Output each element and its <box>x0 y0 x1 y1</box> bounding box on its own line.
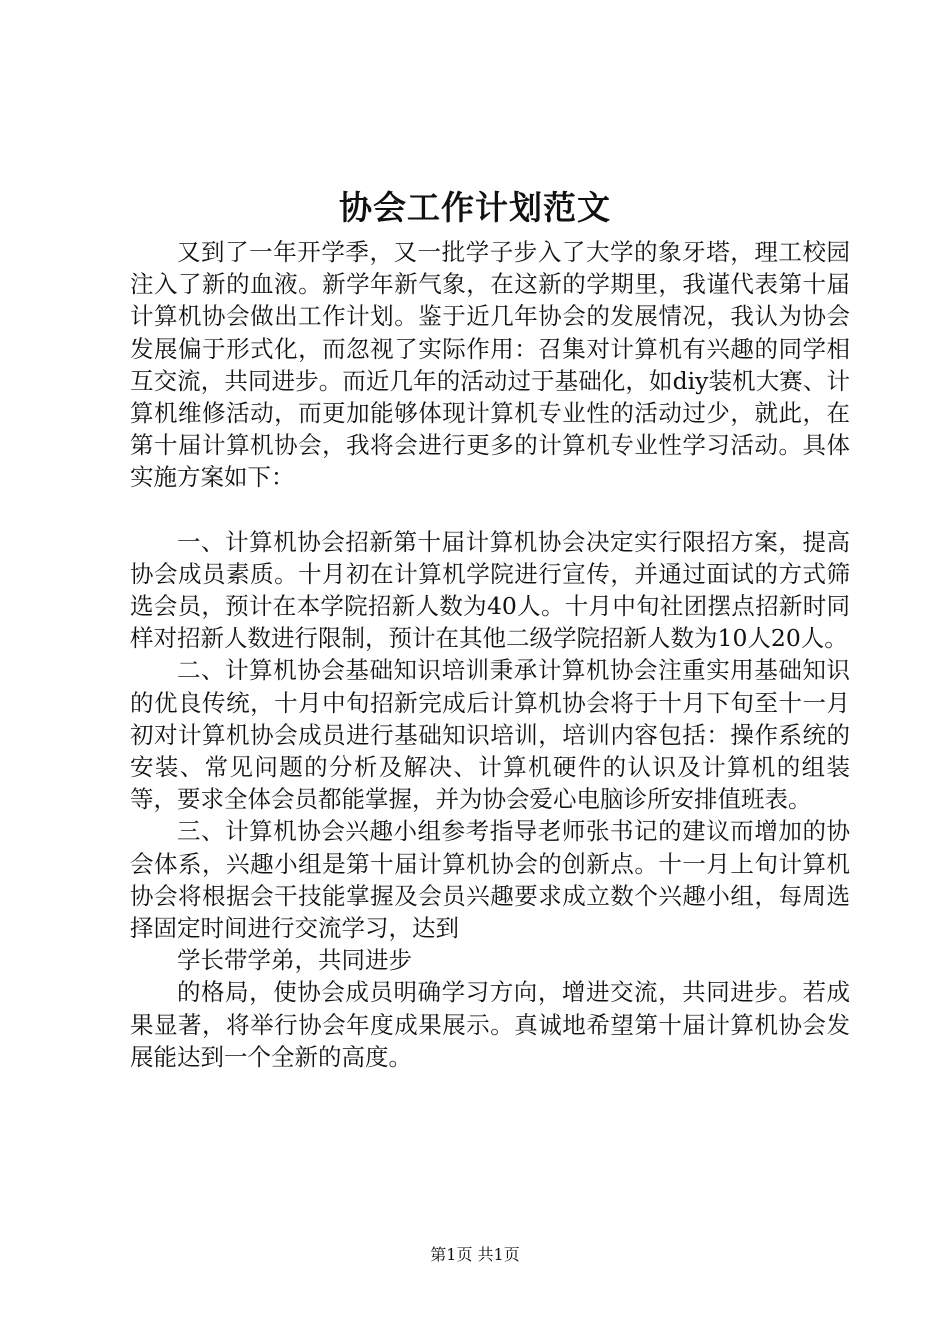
section-1-paragraph: 一、计算机协会招新第十届计算机协会决定实行限招方案，提高协会成员素质。十月初在计算机学院进行宣传，并通过面试的方式筛选会员，预计在本学院招新人数为40人。十月中旬社团摆点招新时同样对招新人数进行限制，预计在其他二级学院招新人数为10人20人。 <box>130 527 850 653</box>
section-3-paragraph: 三、计算机协会兴趣小组参考指导老师张书记的建议而增加的协会体系，兴趣小组是第十届计算机协会的创新点。十一月上旬计算机协会将根据会干技能掌握及会员兴趣要求成立数个兴趣小组，每周选择固定时间进行交流学习，达到 <box>130 817 850 943</box>
closing-paragraph: 的格局，使协会成员明确学习方向，增进交流，共同进步。若成果显著，将举行协会年度成果展示。真诚地希望第十届计算机协会发展能达到一个全新的高度。 <box>130 978 850 1071</box>
section-2-paragraph: 二、计算机协会基础知识培训秉承计算机协会注重实用基础知识的优良传统，十月中旬招新完成后计算机协会将于十月下旬至十一月初对计算机协会成员进行基础知识培训，培训内容包括：操作系统的安装、常见问题的分析及解决、计算机硬件的认识及计算机的组装等，要求全体会员都能掌握，并为协会爱心电脑诊所安排值班表。 <box>130 656 850 814</box>
intro-paragraph: 又到了一年开学季，又一批学子步入了大学的象牙塔，理工校园注入了新的血液。新学年新气象，在这新的学期里，我谨代表第十届计算机协会做出工作计划。鉴于近几年协会的发展情况，我认为协会发展偏于形式化，而忽视了实际作用：召集对计算机有兴趣的同学相互交流，共同进步。而近几年的活动过于基础化，如diy装机大赛、计算机维修活动，而更加能够体现计算机专业性的活动过少，就此，在第十届计算机协会，我将会进行更多的计算机专业性学习活动。具体实施方案如下： <box>130 238 850 492</box>
document-body <box>130 236 850 1073</box>
page-number-footer: 第1页 共1页 <box>430 1245 520 1264</box>
section-3-quote-line: 学长带学弟，共同进步 <box>177 946 412 975</box>
document-title: 协会工作计划范文 <box>339 188 611 227</box>
